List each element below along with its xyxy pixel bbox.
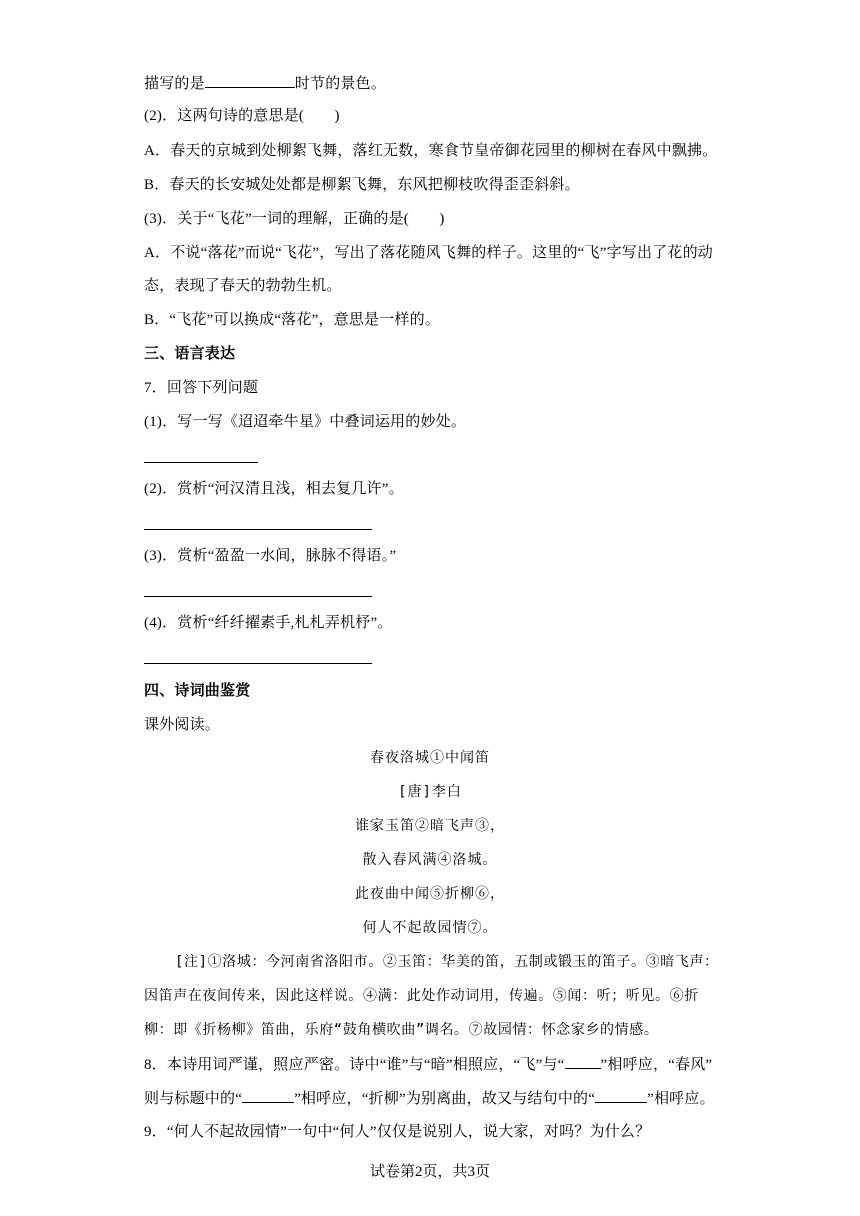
poem-verse: 谁家玉笛②暗飞声③， [355,818,505,834]
fill-in-line [144,73,386,94]
intro-text: 课外阅读。 [144,717,221,733]
text: 描写的是 [144,76,205,92]
question-2: (2)．这两句诗的意思是( ) [144,108,340,124]
note-line: [注]①洛城：今河南省洛阳市。②玉笛：华美的笛，五制或锻玉的笛子。③暗飞声： [175,954,719,970]
question-3: (3)．关于“飞花”一词的理解，正确的是( ) [144,211,445,227]
question-7-4: (4)．赏析“纤纤擢素手,札札弄机杼”。 [144,615,393,631]
poem-author: [唐]李白 [398,784,462,800]
question-7-2: (2)．赏析“河汉清且浅，相去复几许”。 [144,481,404,497]
note-line: 因笛声在夜间传来，因此这样说。④满：此处作动词用，传遍。⑤闻：听；听见。⑥折 [144,988,699,1004]
answer-line[interactable] [144,462,258,463]
text: ”相呼应，“春风” [600,1057,713,1073]
blank[interactable] [205,73,295,88]
page-footer: 试卷第2页，共3页 [369,1164,490,1180]
section-heading: 三、语言表达 [144,346,236,362]
answer-line[interactable] [144,596,372,597]
text: 8．本诗用词严谨，照应严密。诗中“谁”与“暗”相照应，“飞”与“ [144,1057,565,1073]
blank[interactable] [565,1054,601,1069]
poem-verse: 此夜曲中闻⑤折柳⑥， [355,886,505,902]
answer-line[interactable] [144,663,372,664]
text: 时节的景色。 [294,76,387,92]
poem-verse: 散入春风满④洛城。 [362,852,498,868]
note-line: 柳：即《折杨柳》笛曲，乐府“鼓角横吹曲”调名。⑦故园情：怀念家乡的情感。 [144,1022,659,1038]
text: 则与标题中的“ [144,1091,243,1107]
blank[interactable] [595,1088,647,1103]
option-a-line1: A．不说“落花”而说“飞花”，写出了落花随风飞舞的样子。这里的“飞”字写出了花的动 [144,245,713,261]
question-8-line1 [144,1054,712,1075]
section-heading: 四、诗词曲鉴赏 [144,683,251,699]
question-7-3: (3)．赏析“盈盈一水间，脉脉不得语。” [144,548,397,564]
question-9: 9．“何人不起故园情”一句中“何人”仅仅是说别人，说大家，对吗？为什么？ [144,1124,651,1140]
poem-verse: 何人不起故园情⑦。 [362,920,498,936]
question-7-1: (1)．写一写《迢迢牵牛星》中叠词运用的妙处。 [144,414,467,430]
option-b: B．春天的长安城处处都是柳絮飞舞，东风把柳枝吹得歪歪斜斜。 [144,177,580,193]
poem-title: 春夜洛城①中闻笛 [370,750,490,766]
question-8-line2 [144,1088,715,1109]
option-b: B．“飞花”可以换成“落花”，意思是一样的。 [144,312,441,328]
answer-line[interactable] [144,529,372,530]
question-7: 7．回答下列问题 [144,380,259,396]
option-a: A．春天的京城到处柳絮飞舞，落红无数，寒食节皇帝御花园里的柳树在春风中飘拂。 [144,143,718,159]
option-a-line2: 态，表现了春天的勃勃生机。 [144,278,342,294]
blank[interactable] [242,1088,294,1103]
text: ”相呼应。 [647,1091,715,1107]
text: ”相呼应，“折柳”为别离曲，故又与结句中的“ [294,1091,596,1107]
